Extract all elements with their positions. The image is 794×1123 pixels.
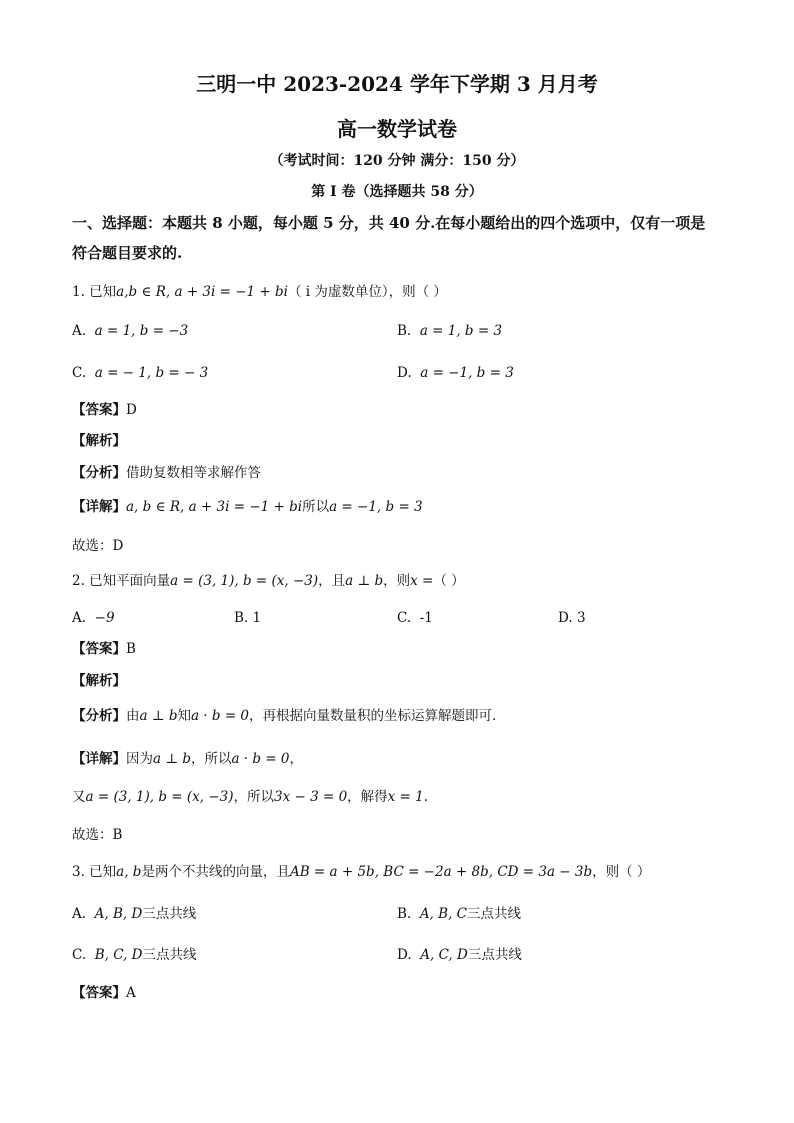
question-1-stem: 1. 已知a,b ∈ R, a + 3i = −1 + bi（ i 为虚数单位），则（ ） [72,284,447,300]
q2-option-b: B. 1 [234,610,262,626]
q1-stem-math: a,b ∈ R, a + 3i = −1 + bi [116,284,288,300]
q2-answer: 【答案】B [72,641,136,657]
section-heading-line1: 一、选择题：本题共 8 小题，每小题 5 分，共 40 分.在每小题给出的四个选项中，仅有一项是 [72,214,706,232]
q2-detail: 【详解】因为a ⊥ b，所以a · b = 0， [72,751,304,767]
q1-option-c: C. a = − 1, b = − 3 [72,365,209,381]
q1-analysis-tag: 【解析】 [72,433,126,449]
volume-heading: 第 I 卷（选择题共 58 分） [311,184,483,200]
question-3-stem: 3. 已知a, b是两个不共线的向量，且AB = a + 5b, BC = −2a + 8b, CD = 3a − 3b，则（ ） [72,864,651,880]
q3-option-a: A. A, B, D三点共线 [72,906,197,922]
q1-option-b: B. a = 1, b = 3 [397,323,503,339]
q2-detail-cont: 又a = (3, 1), b = (x, −3)，所以3x − 3 = 0，解得x = 1. [72,789,429,805]
exam-subject-title: 高一数学试卷 [337,117,457,141]
q2-fenxi: 【分析】由a ⊥ b知a · b = 0，再根据向量数量积的坐标运算解题即可. [72,708,497,724]
question-2-stem: 2. 已知平面向量a = (3, 1), b = (x, −3)，且a ⊥ b，则x =（ ） [72,573,465,589]
q3-option-d: D. A, C, D三点共线 [397,947,522,963]
q3-option-b: B. A, B, C三点共线 [397,906,521,922]
q2-choice: 故选：B [72,827,123,843]
q1-fenxi: 【分析】借助复数相等求解作答 [72,465,261,481]
section-heading-line2: 符合题目要求的. [72,244,183,262]
q3-answer: 【答案】A [72,985,136,1001]
q2-analysis-tag: 【解析】 [72,673,126,689]
q2-option-d: D. 3 [558,610,586,626]
exam-title: 三明一中 2023-2024 学年下学期 3 月月考 [196,72,598,96]
q1-option-a: A. a = 1, b = −3 [72,323,189,339]
q2-option-c: C. -1 [397,610,433,626]
q2-option-a: A. −9 [72,610,115,626]
q1-choice: 故选：D [72,538,124,554]
q1-answer: 【答案】D [72,402,137,418]
q3-option-c: C. B, C, D三点共线 [72,947,197,963]
q1-option-d: D. a = −1, b = 3 [397,365,514,381]
exam-info: （考试时间：120 分钟 满分：150 分） [269,153,525,169]
q1-detail: 【详解】a, b ∈ R, a + 3i = −1 + bi所以a = −1, b = 3 [72,499,423,515]
